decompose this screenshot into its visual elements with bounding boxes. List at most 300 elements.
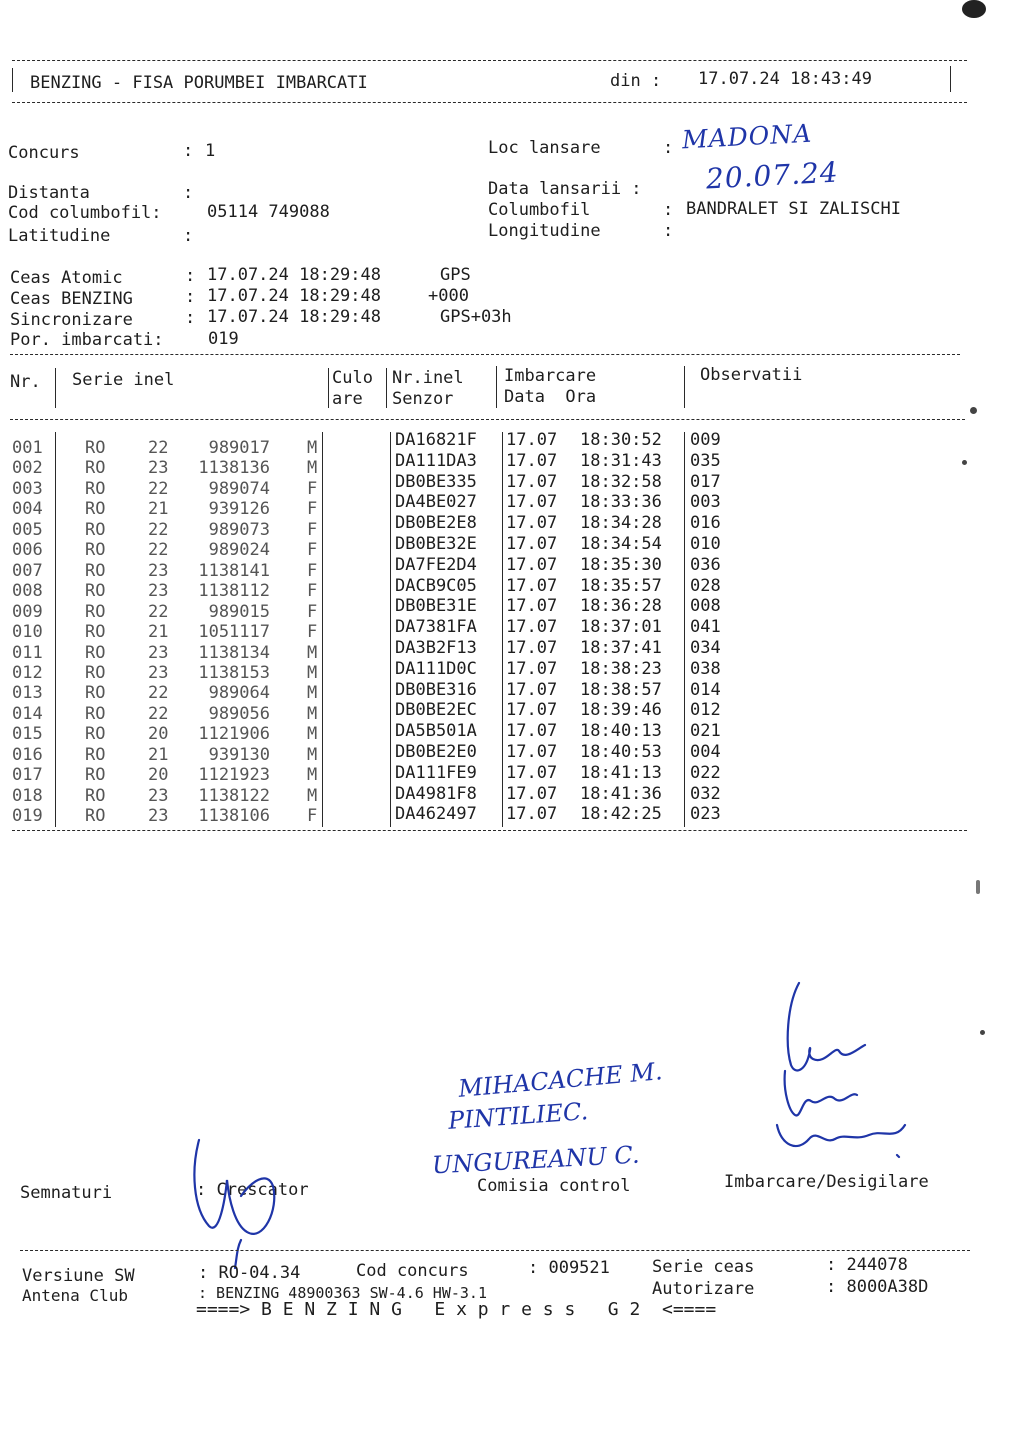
columbofil-label: Columbofil xyxy=(488,200,591,220)
cell-ring: 939126 xyxy=(208,499,270,520)
benzing-express-line: ====> B E N Z I N G E x p r e s s G 2 <==== xyxy=(196,1299,717,1320)
cell-year: 23 xyxy=(148,581,169,602)
cell-sex: M xyxy=(307,785,318,806)
cell-obs: 021 xyxy=(690,721,721,742)
cell-country: RO xyxy=(85,642,106,663)
table-sep-serie xyxy=(322,702,323,723)
cell-year: 23 xyxy=(148,785,169,806)
distanta-colon: : xyxy=(183,183,194,203)
cell-ring: 989073 xyxy=(208,519,270,540)
table-sep-sensor xyxy=(502,578,503,599)
table-sep-nr xyxy=(55,806,56,827)
cell-ring: 989017 xyxy=(208,438,270,458)
cell-nr: 004 xyxy=(12,499,43,520)
cell-sex: F xyxy=(307,806,318,827)
header-serie-inel: Serie inel xyxy=(72,370,175,390)
printed-datetime: 17.07.24 18:43:49 xyxy=(698,69,872,89)
cell-date: 17.07 xyxy=(506,762,558,783)
cell-obs: 035 xyxy=(690,450,721,471)
cell-country: RO xyxy=(85,499,106,520)
imbarcare-desigilare-label: Imbarcare/Desigilare xyxy=(724,1172,929,1192)
cell-year: 22 xyxy=(148,478,169,499)
cell-time: 18:38:57 xyxy=(580,679,662,700)
table-sep-serie xyxy=(322,744,323,765)
cell-country: RO xyxy=(85,785,106,806)
longitudine-colon: : xyxy=(663,221,674,241)
table-sep-nr xyxy=(55,765,56,786)
table-sep-culoare xyxy=(390,640,391,661)
cell-year: 20 xyxy=(148,724,169,745)
cell-sex: F xyxy=(307,478,318,499)
cell-date: 17.07 xyxy=(506,679,558,700)
cell-country: RO xyxy=(85,601,106,622)
cell-nr: 007 xyxy=(12,560,43,581)
sincronizare-value: 17.07.24 18:29:48 xyxy=(207,307,381,327)
cod-concurs-label: Cod concurs xyxy=(356,1261,469,1281)
cell-nr: 005 xyxy=(12,519,43,540)
cell-year: 22 xyxy=(148,519,169,540)
cell-sensor: DA3B2F13 xyxy=(395,638,477,658)
table-sep-sensor xyxy=(502,557,503,578)
cell-year: 23 xyxy=(148,806,169,827)
table-sep-serie xyxy=(322,578,323,599)
cell-sensor: DA462497 xyxy=(395,804,477,825)
cell-date: 17.07 xyxy=(506,721,558,742)
table-row xyxy=(0,430,1024,458)
crescator-text: Crescator xyxy=(216,1180,309,1200)
table-sep-time xyxy=(684,494,685,515)
cell-nr: 001 xyxy=(12,438,43,458)
header-sep-serie xyxy=(328,368,329,408)
table-header-rule xyxy=(10,419,965,420)
cell-ring: 939130 xyxy=(208,744,270,765)
table-sep-time xyxy=(684,515,685,536)
cell-year: 21 xyxy=(148,622,169,643)
latitudine-label: Latitudine xyxy=(8,226,111,246)
cell-obs: 014 xyxy=(690,679,721,700)
cell-year: 23 xyxy=(148,662,169,683)
cell-nr: 013 xyxy=(12,683,43,704)
cell-sensor: DB0BE335 xyxy=(395,471,477,492)
cell-date: 17.07 xyxy=(506,513,558,534)
table-sep-time xyxy=(684,536,685,557)
cell-time: 18:33:36 xyxy=(580,492,662,513)
cell-date: 17.07 xyxy=(506,450,558,471)
table-sep-nr xyxy=(55,474,56,495)
cell-time: 18:34:54 xyxy=(580,534,662,554)
cell-sex: M xyxy=(307,642,318,663)
cell-ring: 989074 xyxy=(208,478,270,499)
cell-sensor: DA4981F8 xyxy=(395,783,477,804)
cell-date: 17.07 xyxy=(506,575,558,596)
semnaturi-label: Semnaturi xyxy=(20,1183,113,1203)
loc-lansare-label: Loc lansare xyxy=(488,138,601,158)
header-observatii: Observatii xyxy=(700,365,803,385)
table-sep-sensor xyxy=(502,536,503,557)
header-right-bar xyxy=(950,66,951,92)
cell-sex: M xyxy=(307,458,318,479)
table-sep-nr xyxy=(55,744,56,765)
cell-date: 17.07 xyxy=(506,742,558,762)
cell-year: 23 xyxy=(148,642,169,663)
table-sep-serie xyxy=(322,515,323,536)
table-sep-culoare xyxy=(390,474,391,495)
cell-sensor: DA7381FA xyxy=(395,617,477,638)
table-sep-nr xyxy=(55,723,56,744)
cell-sex: M xyxy=(307,662,318,683)
table-sep-sensor xyxy=(502,723,503,744)
cell-obs: 038 xyxy=(690,658,721,679)
cell-obs: 032 xyxy=(690,783,721,804)
cell-sensor: DB0BE2E0 xyxy=(395,742,477,762)
cell-obs: 003 xyxy=(690,492,721,513)
table-sep-serie xyxy=(322,536,323,557)
cell-nr: 019 xyxy=(12,806,43,827)
antena-club-label: Antena Club xyxy=(22,1286,128,1305)
cell-time: 18:42:25 xyxy=(580,804,662,825)
header-sep-culoare xyxy=(386,368,387,408)
scan-speck xyxy=(962,460,967,465)
cell-nr: 015 xyxy=(12,724,43,745)
cell-sensor: DA5B501A xyxy=(395,721,477,742)
cell-obs: 036 xyxy=(690,554,721,575)
cell-ring: 1121906 xyxy=(198,724,270,745)
cell-ring: 1138134 xyxy=(198,642,270,663)
cell-time: 18:35:57 xyxy=(580,575,662,596)
cell-ring: 1138153 xyxy=(198,662,270,683)
cell-date: 17.07 xyxy=(506,430,558,450)
concurs-value: 1 xyxy=(205,141,216,161)
cell-date: 17.07 xyxy=(506,658,558,679)
autorizare-value: : 8000A38D xyxy=(826,1277,929,1297)
ceas-benzing-suffix: +000 xyxy=(428,286,469,306)
table-sep-serie xyxy=(322,494,323,515)
table-sep-time xyxy=(684,598,685,619)
cell-year: 22 xyxy=(148,540,169,561)
table-sep-nr xyxy=(55,619,56,640)
cell-nr: 017 xyxy=(12,765,43,786)
table-sep-time xyxy=(684,453,685,474)
table-sep-culoare xyxy=(390,723,391,744)
cell-sex: M xyxy=(307,683,318,704)
table-sep-serie xyxy=(322,786,323,807)
table-sep-time xyxy=(684,744,685,765)
table-sep-sensor xyxy=(502,744,503,765)
cell-country: RO xyxy=(85,560,106,581)
table-row xyxy=(0,806,1024,827)
cell-time: 18:40:13 xyxy=(580,721,662,742)
table-sep-sensor xyxy=(502,806,503,827)
header-left-bar xyxy=(12,68,13,92)
table-sep-sensor xyxy=(502,786,503,807)
cell-time: 18:41:36 xyxy=(580,783,662,804)
table-sep-nr xyxy=(55,578,56,599)
table-row xyxy=(0,554,1024,581)
cell-nr: 018 xyxy=(12,785,43,806)
cell-date: 17.07 xyxy=(506,492,558,513)
loc-lansare-handwritten: MADONA xyxy=(681,118,813,155)
cell-obs: 010 xyxy=(690,534,721,554)
ceas-atomic-value: 17.07.24 18:29:48 xyxy=(207,265,381,285)
cell-year: 21 xyxy=(148,499,169,520)
table-sep-nr xyxy=(55,515,56,536)
cell-time: 18:30:52 xyxy=(580,430,662,450)
cell-nr: 014 xyxy=(12,703,43,724)
cell-time: 18:40:53 xyxy=(580,742,662,762)
scan-speck xyxy=(976,880,980,894)
header-imbarcare-1: Imbarcare xyxy=(504,366,597,386)
cod-columbofil-label: Cod columbofil: xyxy=(8,203,162,223)
commission-name-2: PINTILIEC. xyxy=(447,1097,590,1135)
table-sep-culoare xyxy=(390,494,391,515)
cell-time: 18:38:23 xyxy=(580,658,662,679)
cell-obs: 008 xyxy=(690,596,721,617)
cell-sensor: DB0BE32E xyxy=(395,534,477,554)
cell-ring: 1138122 xyxy=(198,785,270,806)
cell-country: RO xyxy=(85,744,106,765)
table-sep-culoare xyxy=(390,598,391,619)
cell-obs: 028 xyxy=(690,575,721,596)
header-bottom-rule xyxy=(12,102,967,103)
table-sep-nr xyxy=(55,661,56,682)
cell-sex: F xyxy=(307,622,318,643)
cell-sex: M xyxy=(307,724,318,745)
table-sep-sensor xyxy=(502,640,503,661)
distanta-label: Distanta xyxy=(8,183,90,203)
table-sep-culoare xyxy=(390,515,391,536)
cell-date: 17.07 xyxy=(506,638,558,658)
header-top-rule xyxy=(12,60,967,61)
table-row xyxy=(0,658,1024,683)
cell-sensor: DA111FE9 xyxy=(395,762,477,783)
latitudine-colon: : xyxy=(183,226,194,246)
cell-time: 18:37:41 xyxy=(580,638,662,658)
cell-ring: 989064 xyxy=(208,683,270,704)
data-lansarii-label: Data lansarii : xyxy=(488,179,642,199)
table-sep-culoare xyxy=(390,744,391,765)
table-row xyxy=(0,744,1024,765)
scan-speck xyxy=(962,0,986,18)
header-imbarcare-2: Data Ora xyxy=(504,387,597,407)
cell-sex: M xyxy=(307,438,318,458)
loc-lansare-colon: : xyxy=(663,138,674,158)
table-sep-serie xyxy=(322,661,323,682)
cell-sex: F xyxy=(307,581,318,602)
table-sep-nr xyxy=(55,640,56,661)
table-sep-time xyxy=(684,806,685,827)
table-sep-nr xyxy=(55,702,56,723)
header-nr: Nr. xyxy=(10,372,41,392)
columbofil-value: BANDRALET SI ZALISCHI xyxy=(686,199,901,219)
ceas-atomic-label: Ceas Atomic xyxy=(10,268,123,288)
cell-country: RO xyxy=(85,724,106,745)
cell-nr: 016 xyxy=(12,744,43,765)
ceas-benzing-label: Ceas BENZING xyxy=(10,289,133,309)
table-sep-time xyxy=(684,474,685,495)
cell-ring: 989015 xyxy=(208,601,270,622)
header-culoare-2: are xyxy=(332,389,363,409)
cell-year: 21 xyxy=(148,744,169,765)
table-sep-time xyxy=(684,578,685,599)
table-sep-culoare xyxy=(390,765,391,786)
table-sep-nr xyxy=(55,598,56,619)
cell-sex: F xyxy=(307,519,318,540)
table-sep-serie xyxy=(322,453,323,474)
table-row xyxy=(0,762,1024,786)
cell-ring: 989024 xyxy=(208,540,270,561)
crescator-signature xyxy=(185,1130,295,1270)
table-sep-culoare xyxy=(390,453,391,474)
footer-top-rule xyxy=(20,1250,970,1251)
cell-country: RO xyxy=(85,683,106,704)
commission-name-3: UNGUREANU C. xyxy=(431,1140,641,1180)
cell-country: RO xyxy=(85,622,106,643)
cell-sensor: DB0BE316 xyxy=(395,679,477,700)
scan-speck xyxy=(980,1030,985,1035)
cell-country: RO xyxy=(85,519,106,540)
cell-country: RO xyxy=(85,703,106,724)
table-sep-serie xyxy=(322,474,323,495)
cell-time: 18:34:28 xyxy=(580,513,662,534)
cell-ring: 1121923 xyxy=(198,765,270,786)
cell-obs: 016 xyxy=(690,513,721,534)
comisia-control-label: Comisia control xyxy=(477,1176,631,1196)
table-sep-time xyxy=(684,786,685,807)
ceas-atomic-colon: : xyxy=(185,266,196,286)
table-sep-culoare xyxy=(390,786,391,807)
table-sep-nr xyxy=(55,536,56,557)
cell-sex: F xyxy=(307,499,318,520)
cell-country: RO xyxy=(85,581,106,602)
table-row xyxy=(0,450,1024,479)
cell-sex: M xyxy=(307,744,318,765)
cell-nr: 012 xyxy=(12,662,43,683)
cell-time: 18:39:46 xyxy=(580,700,662,721)
table-sep-time xyxy=(684,702,685,723)
table-sep-serie xyxy=(322,806,323,827)
table-sep-sensor xyxy=(502,494,503,515)
table-bottom-rule xyxy=(12,830,967,831)
cell-nr: 003 xyxy=(12,478,43,499)
cell-year: 23 xyxy=(148,560,169,581)
table-sep-nr xyxy=(55,494,56,515)
header-sep-nrinel xyxy=(496,366,497,408)
versiune-sw-value: : RO-04.34 xyxy=(198,1263,301,1283)
table-sep-nr xyxy=(55,432,56,453)
cod-concurs-value: : 009521 xyxy=(528,1258,610,1278)
table-sep-time xyxy=(684,619,685,640)
cell-year: 22 xyxy=(148,683,169,704)
table-sep-serie xyxy=(322,723,323,744)
versiune-sw-label: Versiune SW xyxy=(22,1266,135,1286)
cell-sex: M xyxy=(307,765,318,786)
cell-date: 17.07 xyxy=(506,783,558,804)
table-sep-sensor xyxy=(502,515,503,536)
table-sep-culoare xyxy=(390,682,391,703)
por-imbarcati-value: 019 xyxy=(208,329,239,349)
cell-year: 22 xyxy=(148,703,169,724)
table-sep-sensor xyxy=(502,474,503,495)
commission-name-1: MIHACACHE M. xyxy=(457,1057,664,1103)
sincronizare-colon: : xyxy=(185,308,196,328)
cell-ring: 1138112 xyxy=(198,581,270,602)
table-sep-culoare xyxy=(390,806,391,827)
cell-date: 17.07 xyxy=(506,471,558,492)
autorizare-label: Autorizare xyxy=(652,1279,755,1299)
cell-sensor: DB0BE2E8 xyxy=(395,513,477,534)
concurs-label: Concurs xyxy=(8,143,80,163)
table-sep-culoare xyxy=(390,578,391,599)
por-imbarcati-label: Por. imbarcati: xyxy=(10,330,164,350)
table-sep-sensor xyxy=(502,765,503,786)
cell-country: RO xyxy=(85,765,106,786)
header-nrinel-2: Senzor xyxy=(392,389,454,409)
cell-obs: 034 xyxy=(690,638,721,658)
cell-date: 17.07 xyxy=(506,804,558,825)
ceas-atomic-suffix: GPS xyxy=(440,265,471,285)
serie-ceas-label: Serie ceas xyxy=(652,1257,755,1277)
table-sep-serie xyxy=(322,557,323,578)
cell-sensor: DA111D0C xyxy=(395,658,477,679)
cell-sensor: DA4BE027 xyxy=(395,492,477,513)
cell-ring: 1051117 xyxy=(198,622,270,643)
cell-obs: 009 xyxy=(690,430,721,450)
ceas-benzing-value: 17.07.24 18:29:48 xyxy=(207,286,381,306)
columbofil-colon: : xyxy=(663,200,674,220)
scan-speck xyxy=(970,407,977,414)
cell-country: RO xyxy=(85,478,106,499)
cod-columbofil-value: 05114 749088 xyxy=(207,202,330,222)
table-sep-nr xyxy=(55,786,56,807)
form-title: BENZING - FISA PORUMBEI IMBARCATI xyxy=(30,73,368,93)
table-sep-time xyxy=(684,723,685,744)
cell-year: 20 xyxy=(148,765,169,786)
cell-date: 17.07 xyxy=(506,554,558,575)
table-sep-time xyxy=(684,432,685,453)
cell-date: 17.07 xyxy=(506,700,558,721)
cell-date: 17.07 xyxy=(506,534,558,554)
cell-nr: 009 xyxy=(12,601,43,622)
cell-sensor: DA7FE2D4 xyxy=(395,554,477,575)
table-sep-culoare xyxy=(390,661,391,682)
cell-ring: 1138106 xyxy=(198,806,270,827)
cell-obs: 041 xyxy=(690,617,721,638)
table-row xyxy=(0,640,1024,661)
cell-sensor: DB0BE2EC xyxy=(395,700,477,721)
longitudine-label: Longitudine xyxy=(488,221,601,241)
table-sep-nr xyxy=(55,557,56,578)
table-top-rule xyxy=(10,354,960,355)
cell-nr: 006 xyxy=(12,540,43,561)
sincronizare-label: Sincronizare xyxy=(10,310,133,330)
imbarcare-signature xyxy=(765,975,915,1165)
table-sep-sensor xyxy=(502,682,503,703)
table-sep-nr xyxy=(55,453,56,474)
table-sep-time xyxy=(684,640,685,661)
cell-sensor: DA111DA3 xyxy=(395,450,477,471)
cell-ring: 1138141 xyxy=(198,560,270,581)
cell-sex: F xyxy=(307,601,318,622)
cell-country: RO xyxy=(85,540,106,561)
cell-country: RO xyxy=(85,806,106,827)
concurs-colon: : xyxy=(183,141,194,161)
table-sep-serie xyxy=(322,598,323,619)
cell-obs: 004 xyxy=(690,742,721,762)
table-row xyxy=(0,534,1024,561)
cell-sensor: DA16821F xyxy=(395,430,477,450)
table-sep-sensor xyxy=(502,661,503,682)
cell-sensor: DB0BE31E xyxy=(395,596,477,617)
